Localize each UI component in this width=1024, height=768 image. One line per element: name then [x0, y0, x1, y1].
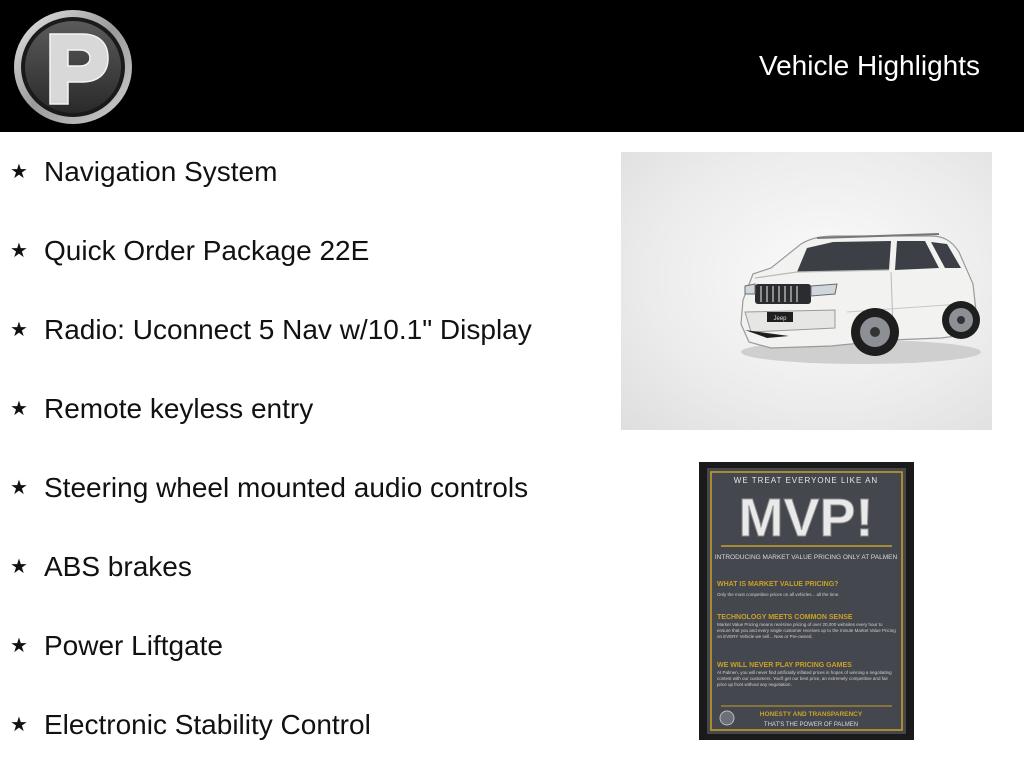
header-bar: [0, 0, 1024, 132]
promo-footer-sub: THAT'S THE POWER OF PALMEN: [763, 722, 859, 728]
promo-section2-body: Market Value Pricing means real-time pricing of over 20,000 websites every hour to ensure that you and every single customer receives up to the minute Market Value Pricing on EVERY Vehicle we sell... New or Pre-owned.: [717, 622, 896, 639]
star-icon: ★: [10, 161, 28, 183]
promo-section1-title: WHAT IS MARKET VALUE PRICING?: [717, 581, 839, 588]
feature-label: Steering wheel mounted audio controls: [44, 472, 529, 503]
feature-label: Radio: Uconnect 5 Nav w/10.1" Display: [44, 314, 532, 345]
star-icon: ★: [10, 240, 28, 262]
feature-label: Electronic Stability Control: [44, 709, 371, 740]
promo-intro: INTRODUCING MARKET VALUE PRICING ONLY AT PALMEN: [714, 554, 898, 561]
feature-label: ABS brakes: [44, 551, 192, 582]
star-icon: ★: [10, 635, 28, 657]
star-icon: ★: [10, 714, 28, 736]
vehicle-photo: [621, 152, 992, 430]
plate-text: Jeep: [773, 316, 787, 322]
promo-footer-title: HONESTY AND TRANSPARENCY: [759, 711, 863, 718]
promo-section3-body: At Palmen, you will never find artificially inflated prices in hopes of winning a negotiating contest with our customers. You'll get our best price, an extremely competitive and fair price up front without any negotiation.: [717, 670, 892, 687]
promo-artwork: [699, 462, 914, 740]
suv-illustration: [621, 152, 992, 430]
feature-label: Power Liftgate: [44, 630, 223, 661]
feature-item: [10, 468, 528, 508]
feature-label: Quick Order Package 22E: [44, 235, 370, 266]
feature-item: [10, 547, 192, 587]
feature-item: [10, 152, 277, 192]
promo-poster: [699, 462, 914, 740]
promo-section3-title: WE WILL NEVER PLAY PRICING GAMES: [717, 662, 852, 669]
star-icon: ★: [10, 319, 28, 341]
feature-item: [10, 389, 313, 429]
promo-headline: MVP!: [738, 488, 874, 548]
feature-item: [10, 231, 369, 271]
star-icon: ★: [10, 477, 28, 499]
feature-item: [10, 626, 223, 666]
feature-item: [10, 705, 371, 745]
promo-section1-body: Only the most competitive prices on all vehicles... all the time.: [717, 592, 840, 597]
dealer-logo: [12, 8, 134, 126]
page-title: Vehicle Highlights: [758, 50, 980, 81]
palmen-badge-icon: [720, 711, 734, 725]
promo-top-line: WE TREAT EVERYONE LIKE AN: [733, 476, 879, 485]
promo-section2-title: TECHNOLOGY MEETS COMMON SENSE: [717, 614, 853, 621]
feature-label: Navigation System: [44, 156, 278, 187]
feature-label: Remote keyless entry: [44, 393, 314, 424]
feature-item: [10, 310, 532, 350]
star-icon: ★: [10, 398, 28, 420]
star-icon: ★: [10, 556, 28, 578]
